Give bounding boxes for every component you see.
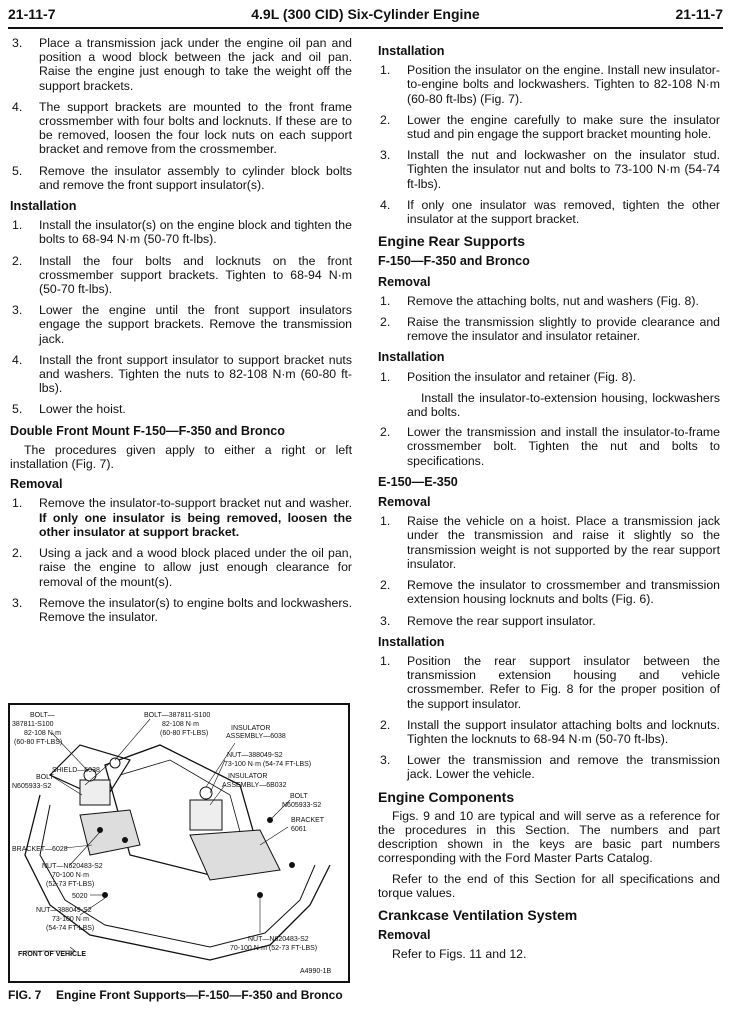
components-paragraph-2: Refer to the end of this Section for all specifications and torque values. xyxy=(378,871,720,900)
page-title: 4.9L (300 CID) Six-Cylinder Engine xyxy=(251,6,480,22)
step: 4. The support brackets are mounted to the front frame crossmember with four bolts and locknuts. If these are to be removed, loosen the four lock nuts on each support bracket and remove from the crossmember. xyxy=(12,99,352,157)
installation-heading: Installation xyxy=(378,350,445,365)
installation-heading: Installation xyxy=(378,44,445,58)
step: 1. Position the rear support insulator between the transmission extension housing and vehicle crossmember. Refer to Fig. 8 for the proper position of the support insulator. xyxy=(380,653,720,711)
page-number-right: 21-11-7 xyxy=(675,6,723,22)
e150-heading: E-150—E-350 xyxy=(378,474,458,489)
figure-label: 73-100 N·m (54-74 FT-LBS) xyxy=(224,761,312,768)
step: 1. Install the insulator(s) on the engine block and tighten the bolts to 68-94 N·m (50-70 ft-lbs). xyxy=(12,218,352,247)
components-paragraph: Figs. 9 and 10 are typical and will serve as a reference for the procedures in this Section. The numbers and part description shown in the keys are basic part numbers corresponding with the Ford Master Parts Catalog. xyxy=(378,808,720,866)
step: 3. Lower the transmission and remove the transmission jack. Lower the vehicle. xyxy=(380,753,720,782)
figure-label: 73-100 N·m xyxy=(52,916,89,923)
components-heading: Engine Components xyxy=(378,788,515,805)
figure-label: (60-80 FT-LBS) xyxy=(14,739,63,746)
step: 2. Raise the transmission slightly to provide clearance and remove the insulator and insulator retainer. xyxy=(380,315,720,344)
left-column xyxy=(10,36,352,631)
figure-label: BOLT xyxy=(290,793,308,800)
double-mount-paragraph: The procedures given apply to either a right or left installation (Fig. 7). xyxy=(10,442,352,472)
rear-supports-heading: Engine Rear Supports xyxy=(378,233,526,250)
step: 5. Remove the insulator assembly to cylinder block bolts and remove the front support insulator(s). xyxy=(12,163,352,192)
figure-label: FRONT OF VEHICLE xyxy=(18,951,87,958)
installation-heading: Installation xyxy=(10,199,77,214)
figure-label: NUT—N620483-S2 xyxy=(248,936,309,943)
crankcase-paragraph: Refer to Figs. 11 and 12. xyxy=(392,947,527,962)
step: 3. Remove the insulator(s) to engine bolts and lockwashers. Remove the insulator. xyxy=(12,595,352,624)
step: 2. Install the four bolts and locknuts on the front crossmember support brackets. Tighten to 68-94 N·m (50-70 ft-lbs). xyxy=(12,253,352,297)
step: 4. Install the front support insulator to support bracket nuts and washers. Tighten the nuts to 82-108 N·m (60-80 ft-lbs). xyxy=(12,352,352,396)
step: 1. Remove the attaching bolts, nut and washers (Fig. 8). xyxy=(380,293,699,308)
figure-label: BOLT— xyxy=(30,712,55,719)
page-header xyxy=(8,6,723,28)
step: 2. Using a jack and a wood block placed under the oil pan, raise the engine to allow just enough clearance for removal of the mount(s). xyxy=(12,546,352,589)
right-column xyxy=(378,44,720,968)
double-mount-heading: Double Front Mount F-150—F-350 and Bronco xyxy=(10,423,285,438)
figure-label: 82-108 N·m xyxy=(162,721,199,728)
removal-heading: Removal xyxy=(378,495,431,510)
step: 1. Raise the vehicle on a hoist. Place a transmission jack under the transmission and raise it slightly so the transmission weight is not supported by the rear support insulator. xyxy=(380,514,720,571)
figure-label: 82-108 N·m xyxy=(24,730,61,737)
removal-heading: Removal xyxy=(378,928,431,943)
step: 1. Position the insulator and retainer (Fig. 8). xyxy=(380,369,636,384)
figure-label: NUT—388049-S2 xyxy=(36,907,92,914)
step: 2. Lower the transmission and install the insulator-to-frame crossmember bolt. Tighten the nut and bolts to specifications. xyxy=(380,425,720,468)
figure-label: NUT—N620483-S2 xyxy=(42,863,103,870)
figure-label: N605933-S2 xyxy=(282,802,322,809)
figure-code: A4990-1B xyxy=(300,968,332,975)
figure-label: 70-100 N·m xyxy=(52,872,89,879)
removal-heading: Removal xyxy=(378,274,431,289)
figure-label: 6061 xyxy=(291,826,307,833)
removal-heading: Removal xyxy=(10,477,63,492)
step: 3. Remove the rear support insulator. xyxy=(380,613,596,628)
step: 2. Install the support insulator attaching bolts and locknuts. Tighten the locknuts to 68-94 N·m (50-70 ft-lbs). xyxy=(380,717,720,746)
step: 2. Lower the engine carefully to make sure the insulator stud and pin engage the support bracket mounting hole. xyxy=(380,112,720,142)
figure-label: 5020 xyxy=(72,893,88,900)
figure-label: N605933-S2 xyxy=(12,783,52,790)
figure-label: (54-74 FT-LBS) xyxy=(46,925,95,932)
step: 3. Place a transmission jack under the engine oil pan and position a wood block between the jack and oil pan. Raise the engine just enough to take the weight off the support brackets. xyxy=(12,36,352,93)
figure-engine-front-supports xyxy=(8,703,350,983)
figure-label: ASSEMBLY—6B032 xyxy=(222,782,287,789)
figure-label: ASSEMBLY—6038 xyxy=(226,733,286,740)
step: 4. If only one insulator was removed, tighten the other insulator at the support bracket. xyxy=(380,197,720,227)
header-rule xyxy=(8,27,723,29)
f150-heading: F-150—F-350 and Bronco xyxy=(378,254,530,269)
installation-heading: Installation xyxy=(378,634,445,649)
warning-text: If only one insulator is being removed, loosen the other insulator at support bracket. xyxy=(39,510,352,539)
figure-label: 387811-S100 xyxy=(12,721,54,728)
page-number-left: 21-11-7 xyxy=(8,6,56,22)
step: 2. Remove the insulator to crossmember and transmission extension housing locknuts and bolts (Fig. 6). xyxy=(380,578,720,607)
step: 3. Install the nut and lockwasher on the insulator stud. Tighten the insulator nut and bolts to 73-100 N·m (54-74 ft-lbs). xyxy=(380,148,720,191)
figure-caption-text: Engine Front Supports—F-150—F-350 and Bronco xyxy=(56,988,343,1002)
figure-label: SHIELD—6038 xyxy=(52,767,100,774)
step: 5. Lower the hoist. xyxy=(12,402,126,417)
step: 1. Remove the insulator-to-support bracket nut and washer. If only one insulator is being removed, loosen the other insulator at support bracket. xyxy=(12,496,352,539)
figure-label: (60-80 FT-LBS) xyxy=(160,730,209,737)
figure-label: 70-100 N·m (52-73 FT-LBS) xyxy=(230,945,318,952)
figure-label: BRACKET xyxy=(291,817,325,824)
figure-label: BOLT xyxy=(36,774,54,781)
figure-label: BRACKET—6028 xyxy=(12,846,68,853)
figure-label: BOLT—387811-S100 xyxy=(144,712,211,719)
figure-caption-label: FIG. 7 xyxy=(8,988,42,1002)
figure-label: INSULATOR xyxy=(228,773,268,780)
step: 3. Lower the engine until the front support insulators engage the support brackets. Remove the transmission jack. xyxy=(12,303,352,346)
figure-caption xyxy=(8,988,350,1002)
figure-label: NUT—388049-S2 xyxy=(227,752,283,759)
step: 1. Position the insulator on the engine. Install new insulator-to-engine bolts and lockwashers. Tighten to 82-108 N·m (60-80 ft-lbs) (Fig. 7). xyxy=(380,63,720,106)
crankcase-heading: Crankcase Ventilation System xyxy=(378,906,578,923)
figure-label: INSULATOR xyxy=(231,725,271,732)
sub-paragraph: Install the insulator-to-extension housing, lockwashers and bolts. xyxy=(407,390,720,420)
figure-label: (52-73 FT-LBS) xyxy=(46,881,95,888)
